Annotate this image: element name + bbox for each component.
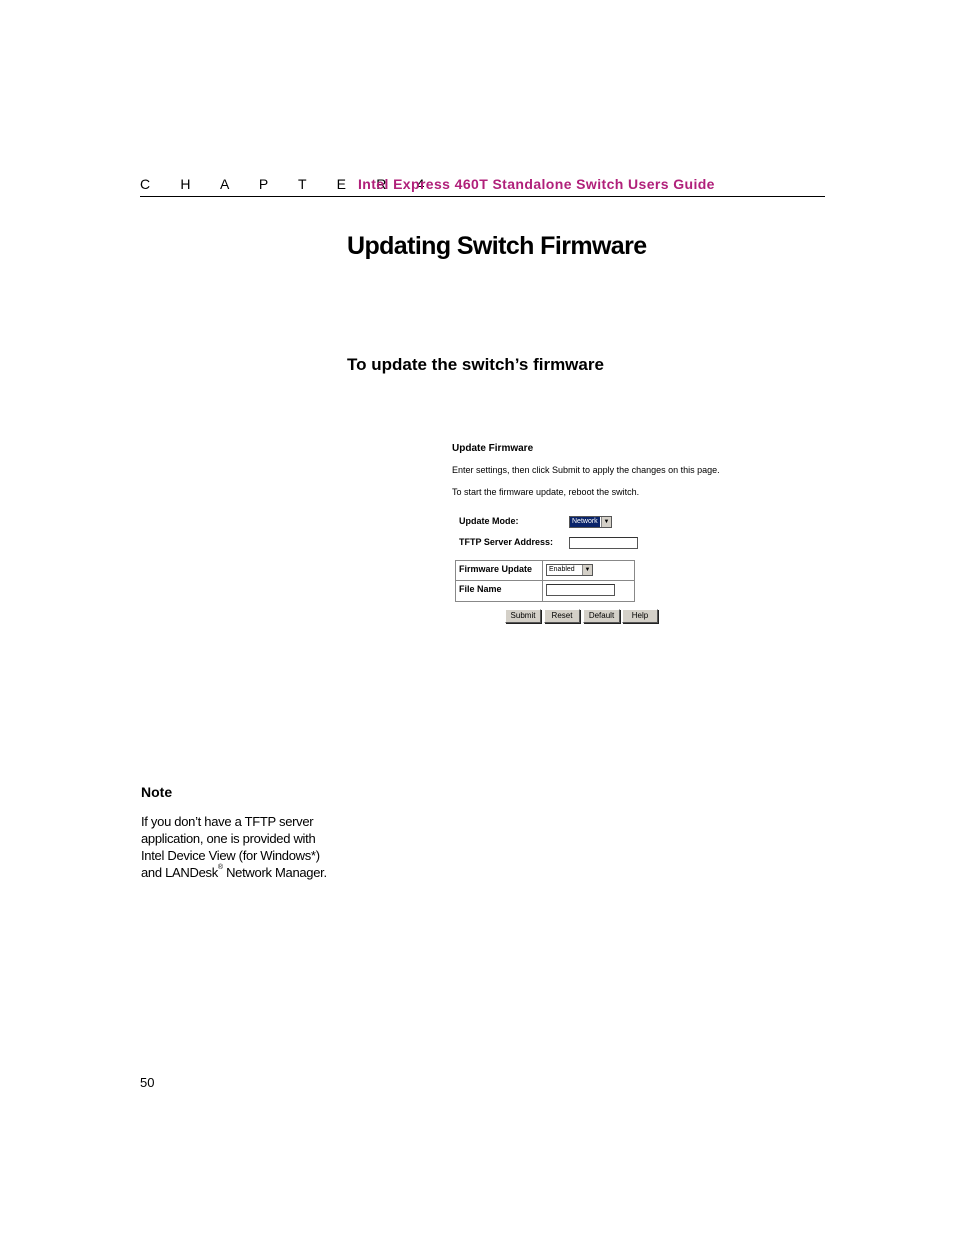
update-firmware-screenshot — [448, 438, 748, 638]
submit-button[interactable]: Submit — [505, 609, 541, 623]
tftp-server-address-input[interactable] — [569, 537, 638, 549]
tftp-server-address-label: TFTP Server Address: — [459, 537, 554, 547]
registered-mark: ® — [217, 864, 223, 871]
screenshot-instruction-1: Enter settings, then click Submit to apply the changes on this page. — [452, 465, 720, 475]
file-name-input[interactable] — [546, 584, 615, 596]
note-text: Network Manager. — [222, 865, 327, 880]
page-number: 50 — [140, 1075, 155, 1090]
note-line: application, one is provided with — [141, 831, 316, 846]
note-text: and LANDesk — [141, 865, 218, 880]
screenshot-title: Update Firmware — [452, 443, 534, 454]
firmware-update-label: Firmware Update — [459, 564, 533, 574]
default-button[interactable]: Default — [583, 609, 620, 623]
firmware-table — [455, 560, 635, 602]
header-rule — [140, 196, 825, 197]
file-name-label: File Name — [459, 584, 502, 594]
update-mode-value: Network — [572, 518, 598, 525]
book-title: Intel Express 460T Standalone Switch Users Guide — [358, 176, 715, 192]
page-title: Updating Switch Firmware — [347, 232, 647, 260]
help-button[interactable]: Help — [622, 609, 658, 623]
note-line: Intel Device View (for Windows*) — [141, 848, 320, 863]
chevron-down-icon: ▼ — [582, 565, 592, 575]
note-heading: Note — [141, 784, 173, 800]
chapter-label: C H A P T E R 4 — [140, 176, 438, 192]
reset-button[interactable]: Reset — [544, 609, 580, 623]
procedure-heading: To update the switch’s firmware — [347, 355, 604, 374]
update-mode-label: Update Mode: — [459, 516, 519, 526]
note-body — [141, 813, 341, 881]
screenshot-instruction-2: To start the firmware update, reboot the switch. — [452, 487, 640, 497]
note-line: If you don’t have a TFTP server — [141, 814, 314, 829]
table-divider — [456, 580, 634, 581]
table-divider — [542, 561, 543, 601]
update-mode-select[interactable] — [569, 516, 612, 528]
note-line — [141, 864, 341, 881]
firmware-update-select[interactable] — [546, 564, 593, 576]
firmware-update-value: Enabled — [549, 566, 575, 573]
chevron-down-icon: ▼ — [601, 517, 611, 527]
